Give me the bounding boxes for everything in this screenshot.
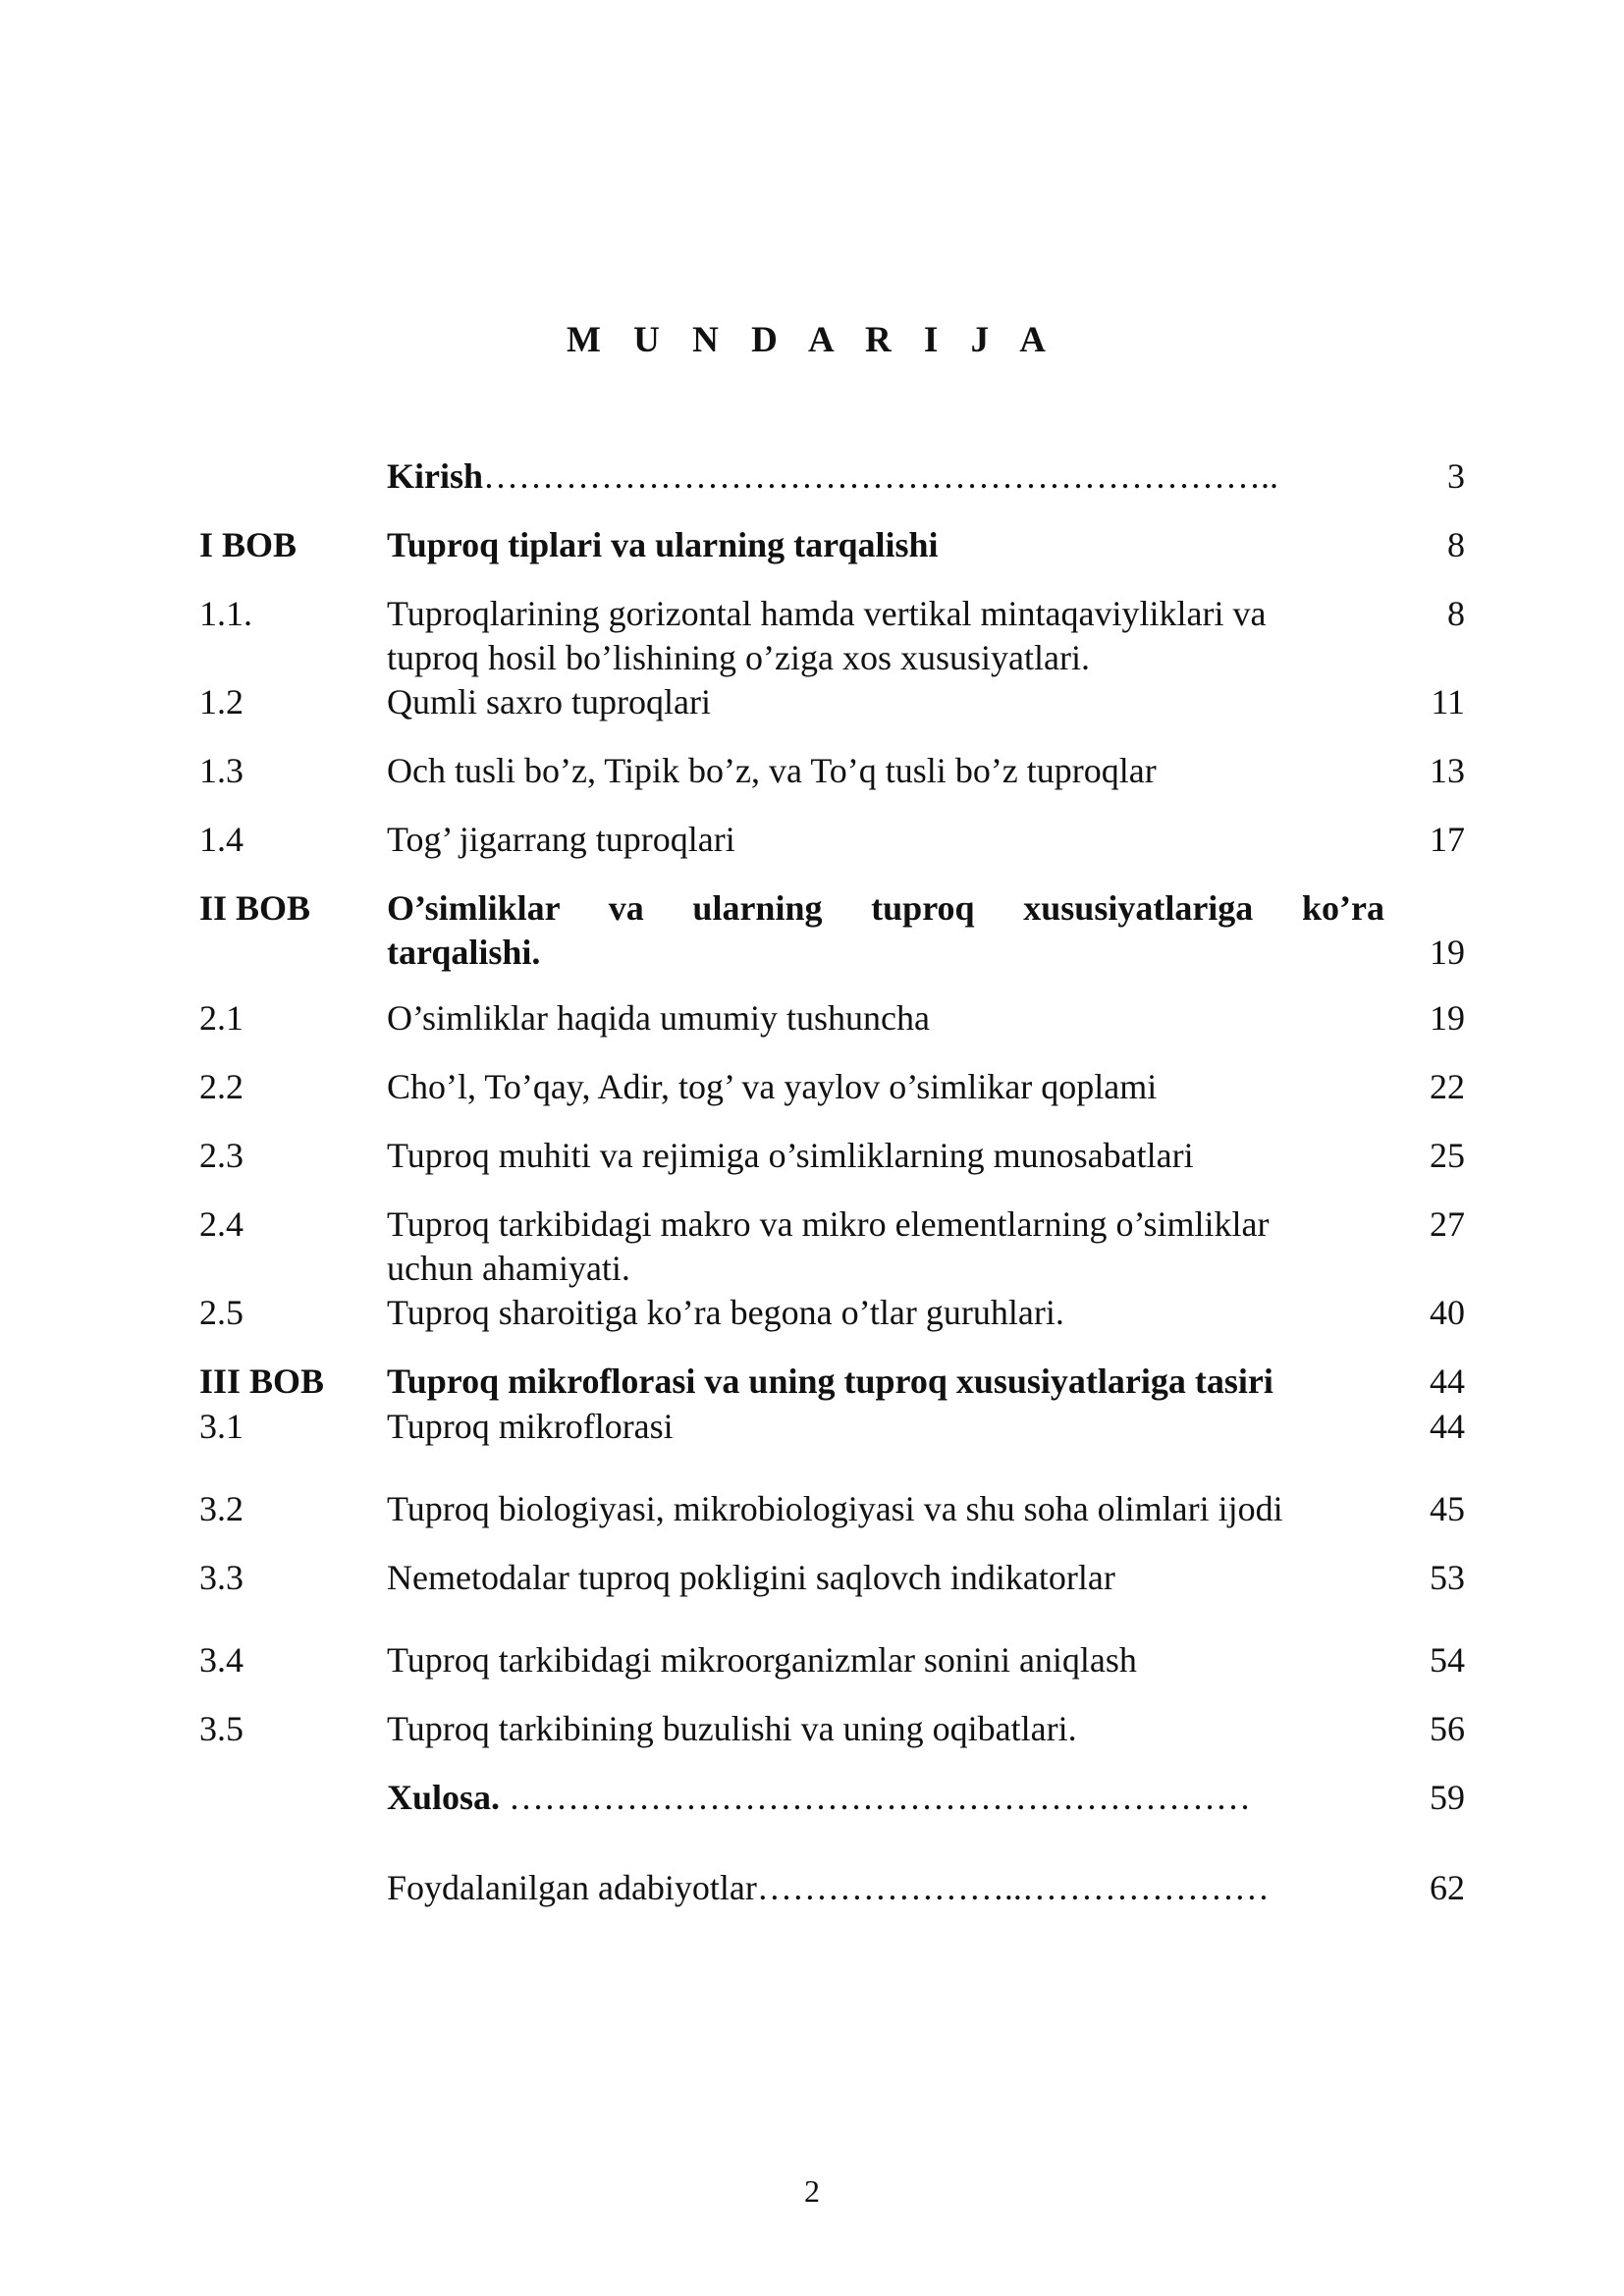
toc-entry-text: O’simliklar va ularning tuproq xususiyatlariga ko’ra: [387, 888, 1384, 928]
toc-entry-number: 3.4: [199, 1640, 244, 1680]
toc-entry-number: 3.1: [199, 1407, 244, 1446]
toc-entry-text: Nemetodalar tuproq pokligini saqlovch indikatorlar: [387, 1558, 1115, 1597]
toc-entry-number: 3.2: [199, 1489, 244, 1528]
toc-entry-page: 8: [1447, 525, 1465, 564]
toc-entry-text: Tuproq tarkibidagi mikroorganizmlar sonini aniqlash: [387, 1640, 1137, 1680]
toc-entry-number: 2.2: [199, 1067, 244, 1106]
toc-entry-text: Tuproq tarkibining buzulishi va uning oqibatlari.: [387, 1709, 1077, 1748]
toc-entry-text: Tuproqlarining gorizontal hamda vertikal mintaqaviyliklari va: [387, 594, 1267, 633]
toc-entry-page: 19: [1430, 998, 1465, 1038]
page-number: 2: [804, 2173, 820, 2209]
toc-entry-text: Tuproq biologiyasi, mikrobiologiyasi va shu soha olimlari ijodi: [387, 1489, 1283, 1528]
toc-entry-text: O’simliklar haqida umumiy tushuncha: [387, 998, 930, 1038]
toc-entry-text: Tuproq tiplari va ularning tarqalishi: [387, 525, 939, 564]
toc-entry-page: 45: [1430, 1489, 1465, 1528]
toc-entry-text: Tuproq muhiti va rejimiga o’simliklarning munosabatlari: [387, 1136, 1194, 1175]
toc-entry-number: 2.4: [199, 1204, 244, 1244]
toc-entry-page: 40: [1430, 1293, 1465, 1332]
toc-entry-number: 2.5: [199, 1293, 244, 1332]
toc-entry-page: 22: [1430, 1067, 1465, 1106]
toc-entry-text-continued: tuproq hosil bo’lishining o’ziga xos xususiyatlari.: [387, 638, 1090, 677]
toc-entry-number: III BOB: [199, 1362, 325, 1401]
toc-entry-page: 3: [1447, 456, 1465, 496]
toc-entry-page: 59: [1430, 1778, 1465, 1817]
toc-entry-page: 62: [1430, 1868, 1465, 1907]
toc-entry-number: 1.1.: [199, 594, 252, 633]
toc-entry-page: 13: [1430, 751, 1465, 790]
toc-entry-text: Tuproq mikroflorasi: [387, 1407, 674, 1446]
toc-entry-text: Qumli saxro tuproqlari: [387, 682, 711, 721]
toc-entry-page: 25: [1430, 1136, 1465, 1175]
toc-entry-page: 44: [1430, 1362, 1465, 1401]
toc-entry-text-continued: tarqalishi.: [387, 933, 541, 972]
toc-entry-text-continued: uchun ahamiyati.: [387, 1249, 630, 1288]
toc-entry-page: 11: [1431, 682, 1465, 721]
toc-entry-number: 1.2: [199, 682, 244, 721]
toc-entry-number: 3.5: [199, 1709, 244, 1748]
toc-entry-text: Tuproq sharoitiga ko’ra begona o’tlar guruhlari.: [387, 1293, 1064, 1332]
toc-entry-page: 8: [1447, 594, 1465, 633]
toc-entry-text: Tuproq mikroflorasi va uning tuproq xususiyatlariga tasiri: [387, 1362, 1273, 1401]
toc-entry-number: I BOB: [199, 525, 298, 564]
toc-entry-page: 54: [1430, 1640, 1465, 1680]
toc-entry-text: Och tusli bo’z, Tipik bo’z, va To’q tusli bo’z tuproqlar: [387, 751, 1157, 790]
toc-entry-text: Kirish: [387, 456, 484, 496]
toc-dot-leader: …………………………………………………………..: [483, 456, 1279, 496]
toc-entry-number: 2.1: [199, 998, 244, 1038]
toc-entry-text: Foydalanilgan adabiyotlar: [387, 1868, 757, 1907]
toc-entry-page: 56: [1430, 1709, 1465, 1748]
toc-entry-page: 27: [1430, 1204, 1465, 1244]
toc-entry-page: 53: [1430, 1558, 1465, 1597]
toc-title: M U N D A R I J A: [566, 320, 1058, 360]
toc-dot-leader: …………………..…………………: [756, 1868, 1270, 1907]
toc-entry-page: 19: [1430, 933, 1465, 972]
toc-entry-page: 17: [1430, 820, 1465, 859]
toc-entry-number: 1.4: [199, 820, 244, 859]
toc-entry-number: 2.3: [199, 1136, 244, 1175]
toc-entry-number: 1.3: [199, 751, 244, 790]
toc-entry-page: 44: [1430, 1407, 1465, 1446]
toc-entry-text: Tuproq tarkibidagi makro va mikro elementlarning o’simliklar: [387, 1204, 1270, 1244]
toc-entry-number: 3.3: [199, 1558, 244, 1597]
toc-entry-text: Cho’l, To’qay, Adir, tog’ va yaylov o’simlikar qoplami: [387, 1067, 1158, 1106]
toc-entry-text: Xulosa.: [387, 1778, 501, 1817]
toc-entry-number: II BOB: [199, 888, 311, 928]
toc-entry-text: Tog’ jigarrang tuproqlari: [387, 820, 735, 859]
toc-dot-leader: ………………………………………………………: [500, 1778, 1252, 1817]
